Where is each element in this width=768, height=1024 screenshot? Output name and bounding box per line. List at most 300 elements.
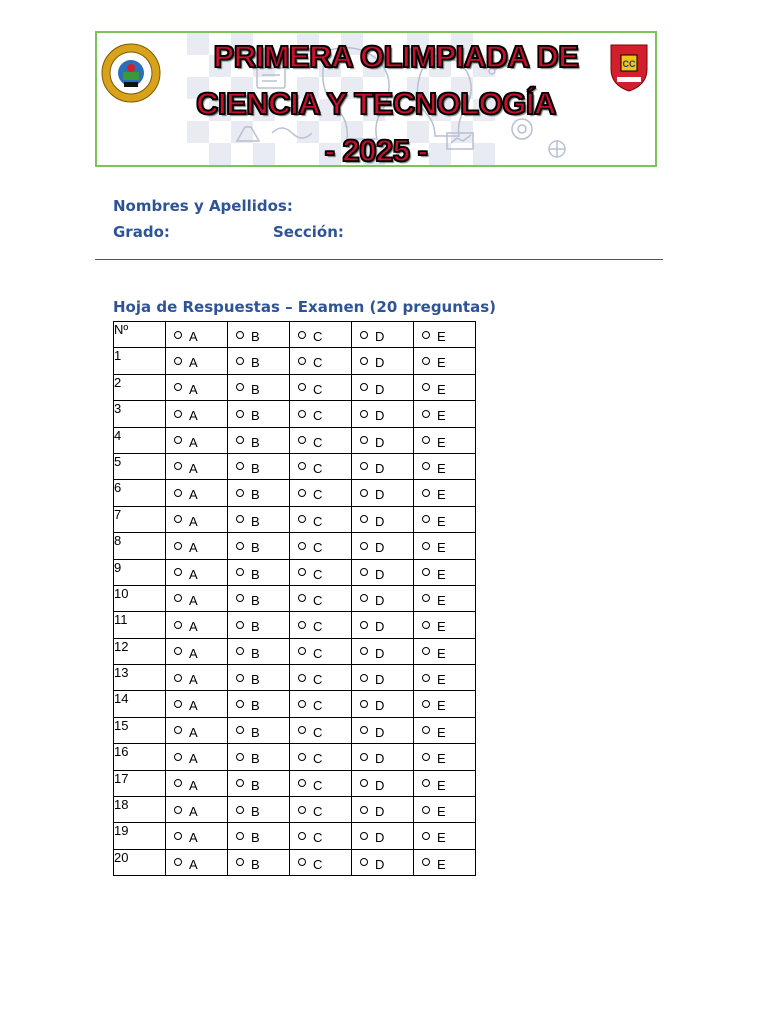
option-cell-d[interactable] — [352, 453, 414, 479]
radio-circle-icon[interactable] — [174, 858, 182, 866]
option-cell-c[interactable] — [290, 533, 352, 559]
option-cell-c[interactable] — [290, 849, 352, 875]
radio-circle-icon[interactable] — [236, 779, 244, 787]
option-choice[interactable] — [352, 480, 413, 502]
radio-circle-icon[interactable] — [422, 647, 430, 655]
option-cell-a[interactable] — [166, 322, 228, 348]
radio-circle-icon[interactable] — [236, 753, 244, 761]
radio-circle-icon[interactable] — [422, 410, 430, 418]
option-choice[interactable] — [228, 454, 289, 476]
option-choice[interactable] — [414, 480, 475, 502]
option-choice[interactable] — [290, 454, 351, 476]
option-choice[interactable] — [290, 560, 351, 582]
radio-circle-icon[interactable] — [236, 568, 244, 576]
option-cell-c[interactable] — [290, 559, 352, 585]
radio-circle-icon[interactable] — [236, 331, 244, 339]
option-choice[interactable] — [228, 560, 289, 582]
radio-circle-icon[interactable] — [298, 515, 306, 523]
radio-circle-icon[interactable] — [298, 410, 306, 418]
option-cell-c[interactable] — [290, 691, 352, 717]
option-cell-b[interactable] — [228, 744, 290, 770]
option-cell-d[interactable] — [352, 533, 414, 559]
radio-circle-icon[interactable] — [360, 542, 368, 550]
radio-circle-icon[interactable] — [298, 542, 306, 550]
radio-circle-icon[interactable] — [236, 436, 244, 444]
radio-circle-icon[interactable] — [174, 515, 182, 523]
radio-circle-icon[interactable] — [174, 832, 182, 840]
option-choice[interactable] — [228, 348, 289, 370]
option-choice[interactable] — [414, 691, 475, 713]
option-choice[interactable] — [414, 612, 475, 634]
option-choice[interactable] — [166, 665, 227, 687]
radio-circle-icon[interactable] — [236, 726, 244, 734]
option-choice[interactable] — [414, 322, 475, 344]
option-choice[interactable] — [414, 797, 475, 819]
option-cell-c[interactable] — [290, 717, 352, 743]
option-cell-d[interactable] — [352, 665, 414, 691]
radio-circle-icon[interactable] — [174, 779, 182, 787]
option-cell-d[interactable] — [352, 374, 414, 400]
option-choice[interactable] — [166, 375, 227, 397]
option-cell-b[interactable] — [228, 533, 290, 559]
radio-circle-icon[interactable] — [236, 357, 244, 365]
option-cell-b[interactable] — [228, 770, 290, 796]
option-choice[interactable] — [290, 348, 351, 370]
option-choice[interactable] — [352, 850, 413, 872]
option-choice[interactable] — [290, 612, 351, 634]
option-choice[interactable] — [166, 718, 227, 740]
radio-circle-icon[interactable] — [360, 700, 368, 708]
option-cell-a[interactable] — [166, 717, 228, 743]
option-cell-e[interactable] — [414, 797, 476, 823]
option-choice[interactable] — [352, 322, 413, 344]
radio-circle-icon[interactable] — [236, 806, 244, 814]
option-cell-c[interactable] — [290, 744, 352, 770]
option-cell-a[interactable] — [166, 612, 228, 638]
option-cell-a[interactable] — [166, 691, 228, 717]
option-choice[interactable] — [414, 639, 475, 661]
option-choice[interactable] — [228, 322, 289, 344]
option-cell-a[interactable] — [166, 533, 228, 559]
option-cell-c[interactable] — [290, 823, 352, 849]
radio-circle-icon[interactable] — [298, 806, 306, 814]
radio-circle-icon[interactable] — [236, 515, 244, 523]
option-choice[interactable] — [228, 771, 289, 793]
option-cell-b[interactable] — [228, 849, 290, 875]
option-choice[interactable] — [166, 507, 227, 529]
radio-circle-icon[interactable] — [174, 594, 182, 602]
option-cell-a[interactable] — [166, 770, 228, 796]
option-cell-d[interactable] — [352, 849, 414, 875]
option-choice[interactable] — [166, 612, 227, 634]
option-cell-c[interactable] — [290, 665, 352, 691]
radio-circle-icon[interactable] — [422, 726, 430, 734]
radio-circle-icon[interactable] — [422, 542, 430, 550]
option-cell-e[interactable] — [414, 638, 476, 664]
radio-circle-icon[interactable] — [298, 462, 306, 470]
radio-circle-icon[interactable] — [360, 806, 368, 814]
option-cell-d[interactable] — [352, 638, 414, 664]
option-choice[interactable] — [414, 348, 475, 370]
option-cell-a[interactable] — [166, 427, 228, 453]
radio-circle-icon[interactable] — [298, 753, 306, 761]
option-choice[interactable] — [352, 771, 413, 793]
option-cell-b[interactable] — [228, 559, 290, 585]
option-choice[interactable] — [166, 823, 227, 845]
option-cell-e[interactable] — [414, 691, 476, 717]
option-choice[interactable] — [352, 665, 413, 687]
option-choice[interactable] — [166, 428, 227, 450]
option-cell-b[interactable] — [228, 612, 290, 638]
option-choice[interactable] — [290, 428, 351, 450]
option-cell-b[interactable] — [228, 427, 290, 453]
radio-circle-icon[interactable] — [360, 515, 368, 523]
option-cell-a[interactable] — [166, 506, 228, 532]
option-cell-d[interactable] — [352, 770, 414, 796]
option-cell-e[interactable] — [414, 665, 476, 691]
radio-circle-icon[interactable] — [298, 594, 306, 602]
radio-circle-icon[interactable] — [298, 858, 306, 866]
option-choice[interactable] — [414, 560, 475, 582]
radio-circle-icon[interactable] — [236, 489, 244, 497]
radio-circle-icon[interactable] — [360, 436, 368, 444]
radio-circle-icon[interactable] — [298, 726, 306, 734]
option-choice[interactable] — [290, 639, 351, 661]
option-choice[interactable] — [228, 639, 289, 661]
option-choice[interactable] — [414, 586, 475, 608]
radio-circle-icon[interactable] — [174, 410, 182, 418]
radio-circle-icon[interactable] — [298, 489, 306, 497]
option-cell-b[interactable] — [228, 691, 290, 717]
option-cell-d[interactable] — [352, 506, 414, 532]
option-cell-b[interactable] — [228, 480, 290, 506]
option-choice[interactable] — [352, 533, 413, 555]
option-choice[interactable] — [352, 718, 413, 740]
option-cell-d[interactable] — [352, 717, 414, 743]
radio-circle-icon[interactable] — [174, 647, 182, 655]
option-choice[interactable] — [290, 823, 351, 845]
option-choice[interactable] — [166, 533, 227, 555]
option-choice[interactable] — [414, 718, 475, 740]
option-cell-a[interactable] — [166, 348, 228, 374]
radio-circle-icon[interactable] — [298, 621, 306, 629]
option-choice[interactable] — [352, 639, 413, 661]
option-choice[interactable] — [166, 586, 227, 608]
option-choice[interactable] — [290, 744, 351, 766]
radio-circle-icon[interactable] — [174, 542, 182, 550]
option-choice[interactable] — [352, 507, 413, 529]
option-choice[interactable] — [352, 586, 413, 608]
option-choice[interactable] — [166, 480, 227, 502]
option-cell-e[interactable] — [414, 559, 476, 585]
radio-circle-icon[interactable] — [236, 700, 244, 708]
option-choice[interactable] — [290, 533, 351, 555]
radio-circle-icon[interactable] — [422, 779, 430, 787]
option-choice[interactable] — [414, 533, 475, 555]
radio-circle-icon[interactable] — [422, 568, 430, 576]
radio-circle-icon[interactable] — [360, 383, 368, 391]
option-choice[interactable] — [228, 428, 289, 450]
option-cell-e[interactable] — [414, 744, 476, 770]
option-choice[interactable] — [352, 428, 413, 450]
option-choice[interactable] — [166, 850, 227, 872]
radio-circle-icon[interactable] — [236, 647, 244, 655]
radio-circle-icon[interactable] — [298, 647, 306, 655]
option-cell-a[interactable] — [166, 638, 228, 664]
option-choice[interactable] — [166, 348, 227, 370]
option-cell-e[interactable] — [414, 770, 476, 796]
radio-circle-icon[interactable] — [360, 621, 368, 629]
option-choice[interactable] — [166, 744, 227, 766]
option-choice[interactable] — [290, 480, 351, 502]
option-choice[interactable] — [166, 560, 227, 582]
option-cell-d[interactable] — [352, 559, 414, 585]
radio-circle-icon[interactable] — [422, 753, 430, 761]
option-choice[interactable] — [290, 771, 351, 793]
option-choice[interactable] — [290, 691, 351, 713]
option-cell-c[interactable] — [290, 401, 352, 427]
radio-circle-icon[interactable] — [174, 700, 182, 708]
option-cell-e[interactable] — [414, 374, 476, 400]
option-choice[interactable] — [166, 639, 227, 661]
radio-circle-icon[interactable] — [298, 779, 306, 787]
option-choice[interactable] — [290, 322, 351, 344]
option-cell-b[interactable] — [228, 638, 290, 664]
option-choice[interactable] — [228, 823, 289, 845]
option-choice[interactable] — [290, 507, 351, 529]
option-choice[interactable] — [228, 401, 289, 423]
option-choice[interactable] — [166, 771, 227, 793]
radio-circle-icon[interactable] — [174, 621, 182, 629]
option-cell-c[interactable] — [290, 797, 352, 823]
option-choice[interactable] — [414, 823, 475, 845]
option-choice[interactable] — [290, 401, 351, 423]
radio-circle-icon[interactable] — [236, 594, 244, 602]
option-cell-e[interactable] — [414, 348, 476, 374]
radio-circle-icon[interactable] — [174, 436, 182, 444]
radio-circle-icon[interactable] — [360, 462, 368, 470]
option-cell-d[interactable] — [352, 322, 414, 348]
option-cell-c[interactable] — [290, 480, 352, 506]
option-cell-d[interactable] — [352, 691, 414, 717]
radio-circle-icon[interactable] — [422, 806, 430, 814]
radio-circle-icon[interactable] — [298, 331, 306, 339]
option-choice[interactable] — [228, 612, 289, 634]
radio-circle-icon[interactable] — [360, 726, 368, 734]
option-cell-d[interactable] — [352, 797, 414, 823]
option-choice[interactable] — [166, 454, 227, 476]
option-choice[interactable] — [352, 691, 413, 713]
option-choice[interactable] — [414, 665, 475, 687]
option-cell-c[interactable] — [290, 348, 352, 374]
option-cell-b[interactable] — [228, 322, 290, 348]
option-cell-d[interactable] — [352, 585, 414, 611]
option-cell-b[interactable] — [228, 401, 290, 427]
option-cell-b[interactable] — [228, 506, 290, 532]
option-cell-a[interactable] — [166, 797, 228, 823]
option-choice[interactable] — [290, 375, 351, 397]
radio-circle-icon[interactable] — [298, 436, 306, 444]
option-cell-b[interactable] — [228, 348, 290, 374]
option-choice[interactable] — [414, 375, 475, 397]
option-cell-b[interactable] — [228, 453, 290, 479]
option-choice[interactable] — [290, 797, 351, 819]
option-cell-c[interactable] — [290, 638, 352, 664]
radio-circle-icon[interactable] — [360, 489, 368, 497]
option-cell-e[interactable] — [414, 612, 476, 638]
option-cell-c[interactable] — [290, 506, 352, 532]
option-cell-c[interactable] — [290, 374, 352, 400]
option-choice[interactable] — [414, 771, 475, 793]
option-choice[interactable] — [228, 507, 289, 529]
option-cell-d[interactable] — [352, 401, 414, 427]
radio-circle-icon[interactable] — [422, 621, 430, 629]
radio-circle-icon[interactable] — [174, 568, 182, 576]
option-choice[interactable] — [166, 691, 227, 713]
option-choice[interactable] — [166, 322, 227, 344]
radio-circle-icon[interactable] — [236, 383, 244, 391]
radio-circle-icon[interactable] — [360, 832, 368, 840]
radio-circle-icon[interactable] — [422, 357, 430, 365]
option-cell-d[interactable] — [352, 823, 414, 849]
option-cell-b[interactable] — [228, 797, 290, 823]
radio-circle-icon[interactable] — [174, 726, 182, 734]
option-choice[interactable] — [414, 401, 475, 423]
radio-circle-icon[interactable] — [360, 647, 368, 655]
option-cell-a[interactable] — [166, 665, 228, 691]
option-choice[interactable] — [414, 454, 475, 476]
radio-circle-icon[interactable] — [360, 858, 368, 866]
radio-circle-icon[interactable] — [360, 779, 368, 787]
radio-circle-icon[interactable] — [174, 462, 182, 470]
option-choice[interactable] — [352, 401, 413, 423]
option-cell-e[interactable] — [414, 453, 476, 479]
radio-circle-icon[interactable] — [236, 832, 244, 840]
option-choice[interactable] — [228, 665, 289, 687]
option-cell-c[interactable] — [290, 427, 352, 453]
radio-circle-icon[interactable] — [422, 700, 430, 708]
option-choice[interactable] — [290, 665, 351, 687]
radio-circle-icon[interactable] — [298, 383, 306, 391]
option-cell-e[interactable] — [414, 427, 476, 453]
radio-circle-icon[interactable] — [422, 515, 430, 523]
option-cell-b[interactable] — [228, 665, 290, 691]
radio-circle-icon[interactable] — [174, 753, 182, 761]
option-cell-e[interactable] — [414, 322, 476, 348]
option-cell-e[interactable] — [414, 533, 476, 559]
radio-circle-icon[interactable] — [360, 357, 368, 365]
option-cell-a[interactable] — [166, 453, 228, 479]
option-choice[interactable] — [352, 348, 413, 370]
option-choice[interactable] — [228, 375, 289, 397]
option-choice[interactable] — [352, 560, 413, 582]
option-cell-b[interactable] — [228, 823, 290, 849]
radio-circle-icon[interactable] — [174, 331, 182, 339]
option-cell-d[interactable] — [352, 427, 414, 453]
option-cell-a[interactable] — [166, 823, 228, 849]
radio-circle-icon[interactable] — [236, 410, 244, 418]
radio-circle-icon[interactable] — [422, 436, 430, 444]
radio-circle-icon[interactable] — [360, 674, 368, 682]
radio-circle-icon[interactable] — [422, 383, 430, 391]
radio-circle-icon[interactable] — [236, 462, 244, 470]
option-cell-c[interactable] — [290, 585, 352, 611]
option-choice[interactable] — [166, 401, 227, 423]
option-choice[interactable] — [228, 586, 289, 608]
option-choice[interactable] — [414, 744, 475, 766]
option-cell-d[interactable] — [352, 480, 414, 506]
option-cell-c[interactable] — [290, 322, 352, 348]
option-choice[interactable] — [166, 797, 227, 819]
radio-circle-icon[interactable] — [422, 331, 430, 339]
option-cell-e[interactable] — [414, 480, 476, 506]
option-cell-a[interactable] — [166, 744, 228, 770]
option-choice[interactable] — [228, 744, 289, 766]
radio-circle-icon[interactable] — [298, 832, 306, 840]
radio-circle-icon[interactable] — [422, 594, 430, 602]
option-choice[interactable] — [228, 797, 289, 819]
option-cell-e[interactable] — [414, 506, 476, 532]
radio-circle-icon[interactable] — [360, 753, 368, 761]
option-cell-a[interactable] — [166, 849, 228, 875]
option-cell-b[interactable] — [228, 585, 290, 611]
option-cell-a[interactable] — [166, 585, 228, 611]
option-cell-e[interactable] — [414, 717, 476, 743]
option-cell-e[interactable] — [414, 401, 476, 427]
radio-circle-icon[interactable] — [174, 357, 182, 365]
option-cell-d[interactable] — [352, 744, 414, 770]
radio-circle-icon[interactable] — [236, 858, 244, 866]
radio-circle-icon[interactable] — [422, 462, 430, 470]
option-choice[interactable] — [290, 718, 351, 740]
option-cell-a[interactable] — [166, 401, 228, 427]
radio-circle-icon[interactable] — [422, 489, 430, 497]
option-choice[interactable] — [228, 850, 289, 872]
option-choice[interactable] — [290, 586, 351, 608]
option-cell-c[interactable] — [290, 453, 352, 479]
radio-circle-icon[interactable] — [236, 621, 244, 629]
radio-circle-icon[interactable] — [360, 410, 368, 418]
option-cell-b[interactable] — [228, 374, 290, 400]
option-choice[interactable] — [414, 850, 475, 872]
option-cell-a[interactable] — [166, 559, 228, 585]
option-choice[interactable] — [228, 718, 289, 740]
option-choice[interactable] — [352, 744, 413, 766]
radio-circle-icon[interactable] — [360, 594, 368, 602]
option-choice[interactable] — [414, 428, 475, 450]
option-cell-d[interactable] — [352, 348, 414, 374]
option-cell-b[interactable] — [228, 717, 290, 743]
radio-circle-icon[interactable] — [298, 674, 306, 682]
option-choice[interactable] — [228, 480, 289, 502]
option-choice[interactable] — [352, 823, 413, 845]
radio-circle-icon[interactable] — [298, 357, 306, 365]
option-cell-a[interactable] — [166, 374, 228, 400]
radio-circle-icon[interactable] — [174, 383, 182, 391]
option-choice[interactable] — [228, 533, 289, 555]
option-cell-e[interactable] — [414, 823, 476, 849]
radio-circle-icon[interactable] — [174, 489, 182, 497]
radio-circle-icon[interactable] — [174, 806, 182, 814]
radio-circle-icon[interactable] — [422, 858, 430, 866]
option-choice[interactable] — [414, 507, 475, 529]
option-cell-e[interactable] — [414, 849, 476, 875]
option-choice[interactable] — [352, 612, 413, 634]
option-cell-e[interactable] — [414, 585, 476, 611]
option-choice[interactable] — [352, 454, 413, 476]
option-choice[interactable] — [228, 691, 289, 713]
option-choice[interactable] — [290, 850, 351, 872]
